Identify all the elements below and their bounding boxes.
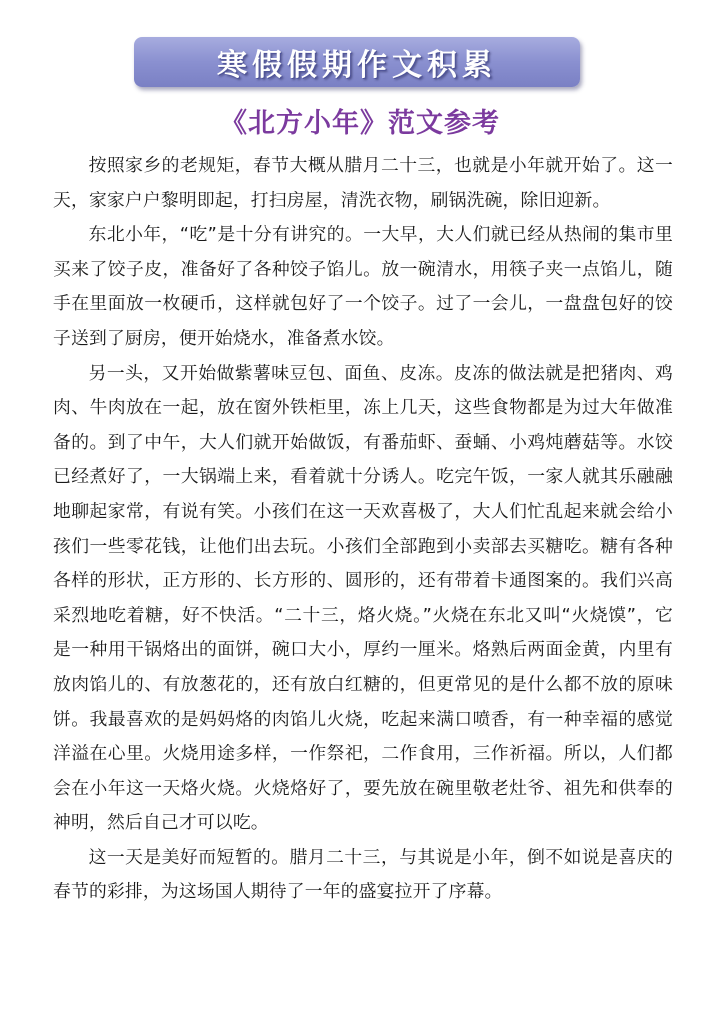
- article-subtitle: 《北方小年》范文参考: [220, 108, 500, 139]
- paragraph: 这一天是美好而短暂的。腊月二十三，与其说是小年，倒不如说是喜庆的春节的彩排，为这场国人期待了一年的盛宴拉开了序幕。: [53, 846, 673, 903]
- paragraph: 按照家乡的老规矩，春节大概从腊月二十三，也就是小年就开始了。这一天，家家户户黎明即起，打扫房屋，清洗衣物，刷锅洗碗，除旧迎新。: [53, 155, 673, 211]
- article-body: [53, 149, 673, 910]
- title-banner: [134, 37, 580, 87]
- paragraph: 另一头，又开始做紫薯味豆包、面鱼、皮冻。皮冻的做法就是把猪肉、鸡肉、牛肉放在一起，放在窗外铁柜里，冻上几天，这些食物都是为过大年做准备的。到了中午，大人们就开始做饭，有番茄虾、蚕蛹、小鸡炖蘑菇等。水饺已经煮好了，一大锅端上来，看着就十分诱人。吃完午饭，一家人就其乐融融地聊起家常，有说有笑。小孩们在这一天欢喜极了，大人们忙乱起来就会给小孩们一些零花钱，让他们出去玩。小孩们全部跑到小卖部去买糖吃。糖有各种各样的形状，正方形的、长方形的、圆形的，还有带着卡通图案的。我们兴高采烈地吃着糖，好不快活。“二十三，烙火烧。”火烧在东北又叫“火烧馍”，它是一种用干锅烙出的面饼，碗口大小，厚约一厘米。烙熟后两面金黄，内里有放肉馅儿的、有放葱花的，还有放白红糖的，但更常见的是什么都不放的原味饼。我最喜欢的是妈妈烙的肉馅儿火烧，吃起来满口喷香，有一种幸福的感觉洋溢在心里。火烧用途多样，一作祭祀，二作食用，三作祈福。所以，人们都会在小年这一天烙火烧。火烧烙好了，要先放在碗里敬老灶爷、祖先和供奉的神明，然后自己才可以吃。: [53, 362, 673, 834]
- paragraph: 东北小年，“吃”是十分有讲究的。一大早，大人们就已经从热闹的集市里买来了饺子皮，准备好了各种饺子馅儿。放一碗清水，用筷子夹一点馅儿，随手在里面放一枚硬币，这样就包好了一个饺子。过了一会儿，一盘盘包好的饺子送到了厨房，便开始烧水，准备煮水饺。: [53, 224, 673, 349]
- banner-title: 寒假假期作文积累: [217, 48, 497, 83]
